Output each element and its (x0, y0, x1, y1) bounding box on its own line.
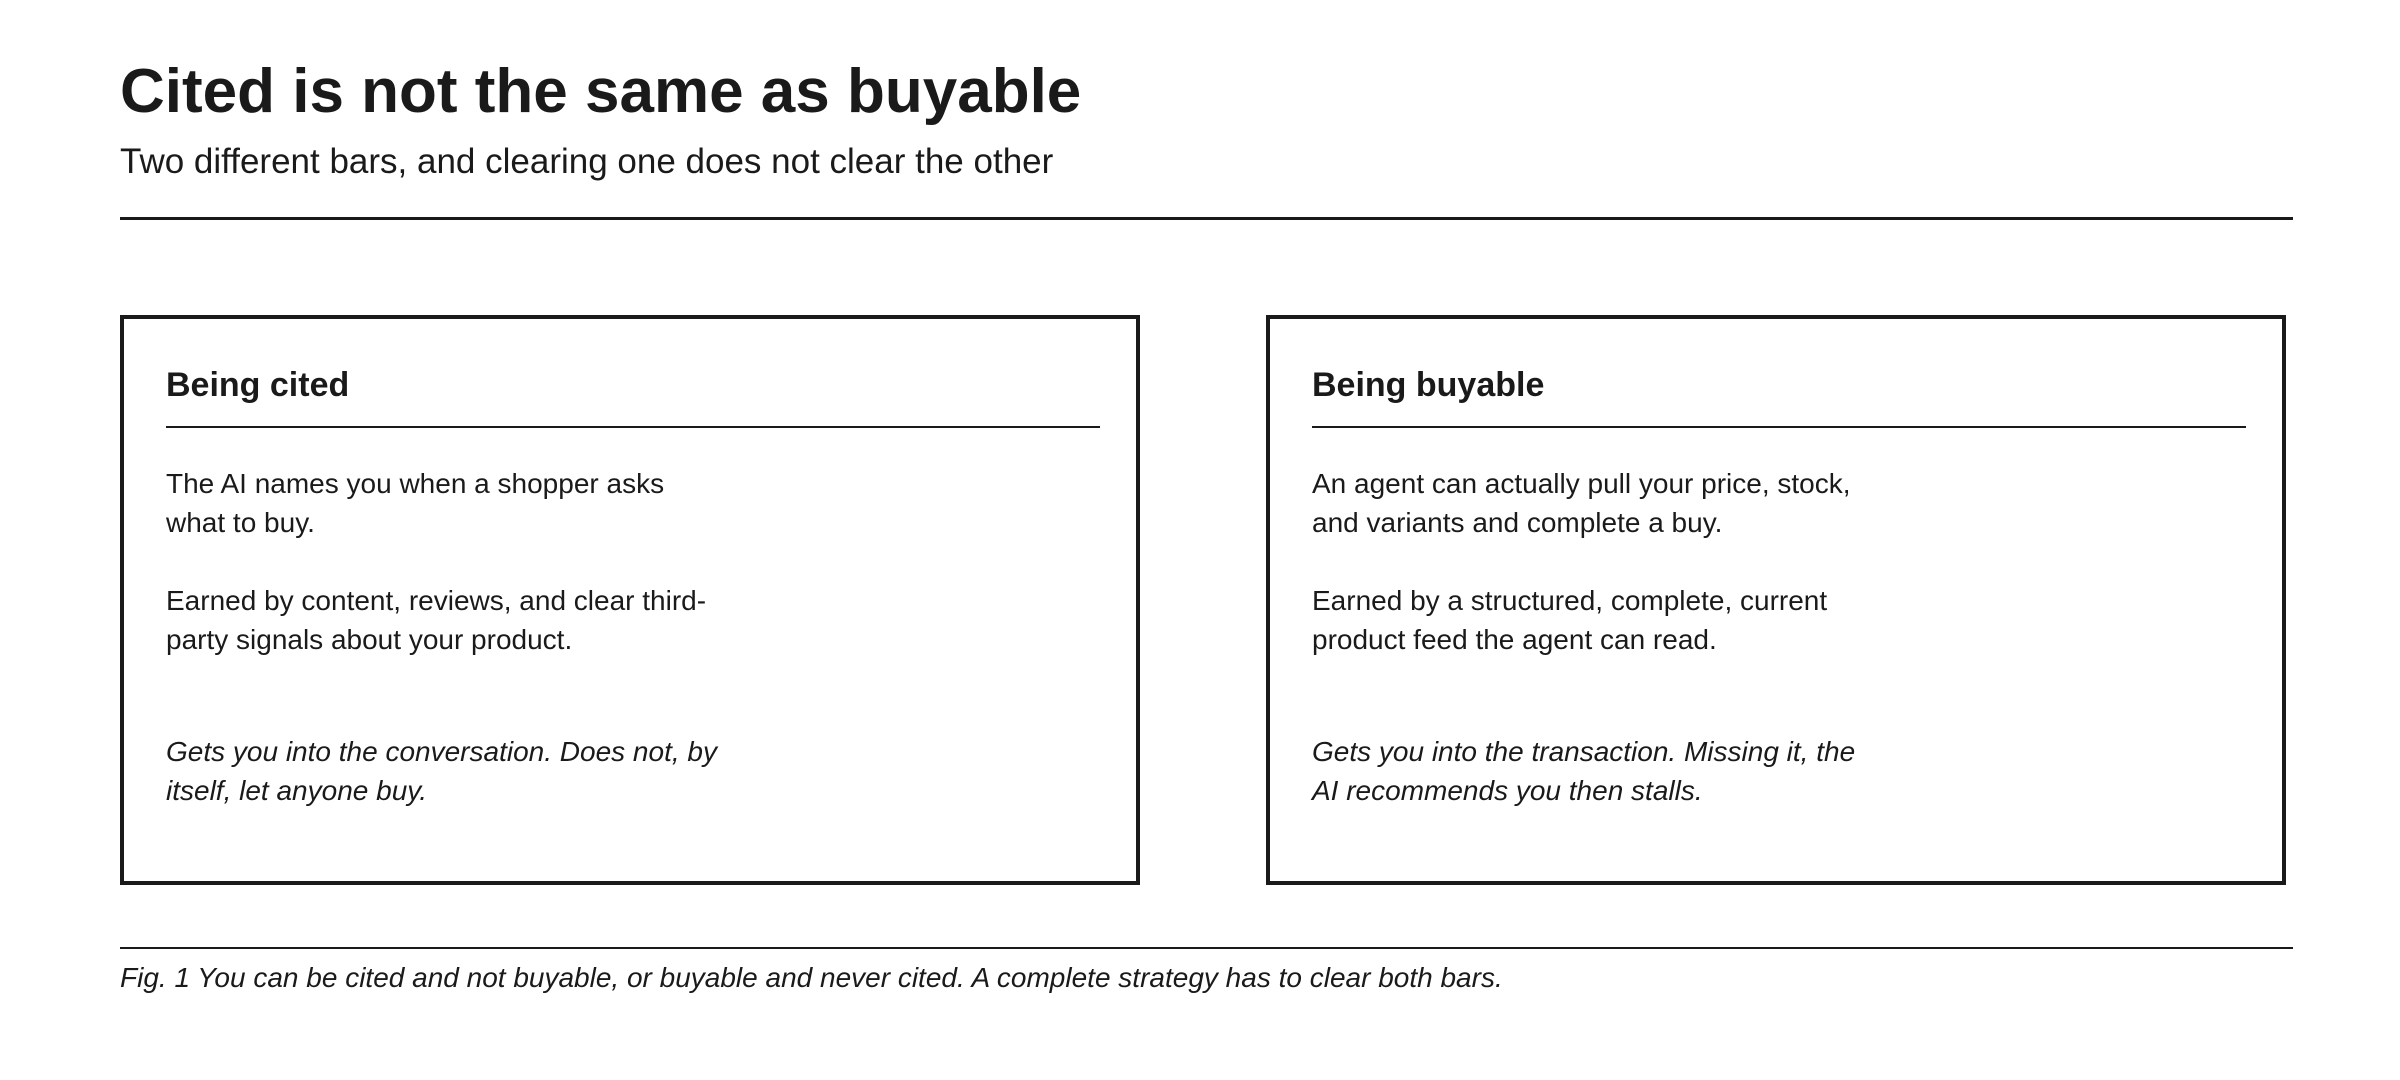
header-divider (120, 217, 2293, 220)
panel-being-cited (120, 315, 1140, 885)
panel-title: Being cited (166, 366, 350, 404)
panel-description: An agent can actually pull your price, stock, and variants and complete a buy. (1312, 468, 1851, 538)
panel-outcome: Gets you into the conversation. Does not, by itself, let anyone buy. (166, 736, 717, 806)
figure-caption: Fig. 1 You can be cited and not buyable, or buyable and never cited. A complete strategy has to clear both bars. (120, 962, 1503, 993)
page-subtitle: Two different bars, and clearing one does not clear the other (120, 142, 1054, 181)
panel-description: The AI names you when a shopper asks what to buy. (166, 468, 665, 538)
panel-title: Being buyable (1312, 366, 1545, 404)
panel-outcome: Gets you into the transaction. Missing it, the AI recommends you then stalls. (1312, 736, 1856, 806)
panel-earned-by: Earned by a structured, complete, current product feed the agent can read. (1312, 585, 1828, 655)
page-title: Cited is not the same as buyable (120, 57, 1082, 126)
panel-being-buyable (1266, 315, 2286, 885)
caption-divider (120, 947, 2293, 949)
panel-divider (166, 426, 1100, 428)
panel-divider (1312, 426, 2246, 428)
panel-earned-by: Earned by content, reviews, and clear third-party signals about your product. (166, 585, 707, 655)
